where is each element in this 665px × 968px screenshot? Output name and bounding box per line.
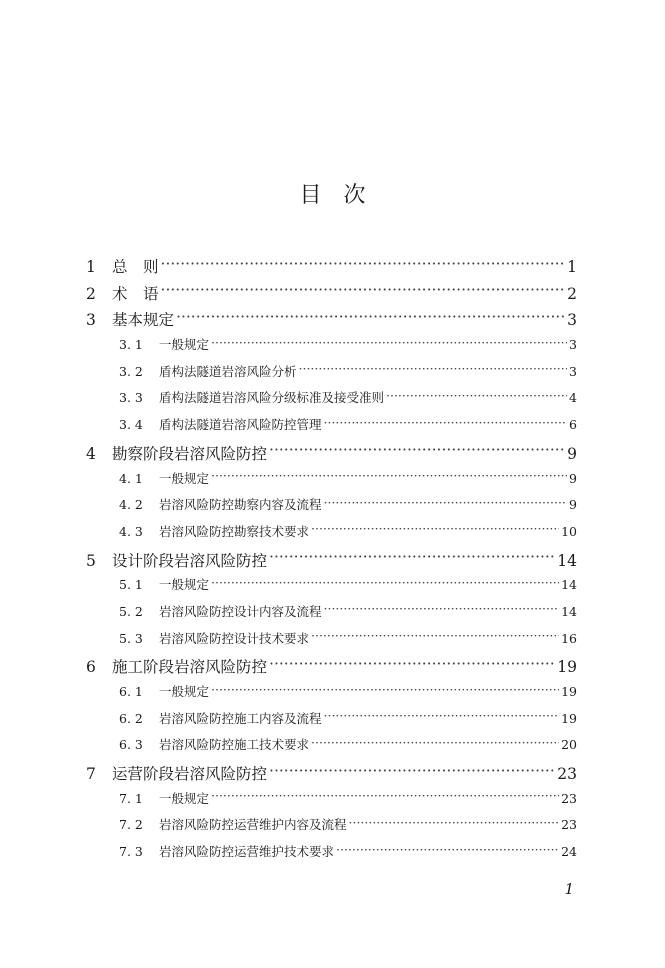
toc-entry-page: 14 — [557, 551, 577, 570]
toc-chapter-entry[interactable] — [86, 655, 577, 682]
toc-dot-leader — [349, 817, 560, 830]
toc-entry-number: 7. 3 — [119, 844, 143, 860]
toc-entry-page: 14 — [561, 577, 577, 593]
title-char-1: 目 — [299, 183, 322, 208]
toc-dot-leader — [386, 390, 567, 403]
toc-section-entry[interactable] — [86, 495, 577, 522]
toc-dot-leader — [324, 417, 568, 430]
toc-dot-leader — [311, 630, 559, 643]
toc-section-entry[interactable] — [86, 709, 577, 736]
toc-entry-number: 5. 2 — [119, 603, 143, 619]
toc-section-entry[interactable] — [86, 388, 577, 415]
title-char-2: 次 — [343, 183, 366, 208]
toc-dot-leader — [324, 603, 560, 616]
toc-entry-page: 9 — [569, 497, 577, 513]
toc-dot-leader — [336, 844, 559, 857]
toc-chapter-entry[interactable] — [86, 442, 577, 469]
footer-page-number: 1 — [564, 880, 574, 898]
toc-dot-leader — [161, 257, 566, 273]
toc-dot-leader — [324, 710, 560, 723]
toc-section-entry[interactable] — [86, 575, 577, 602]
toc-dot-leader — [269, 764, 555, 780]
toc-dot-leader — [269, 550, 555, 566]
toc-entry-number: 7 — [86, 765, 96, 784]
toc-entry-page: 10 — [561, 523, 577, 539]
toc-entry-page: 23 — [561, 817, 577, 833]
toc-entry-title: 盾构法隧道岩溶风险分析 — [159, 363, 297, 379]
toc-entry-title: 一般规定 — [159, 577, 210, 593]
toc-chapter-entry[interactable] — [86, 255, 577, 282]
toc-entry-title: 岩溶风险防控设计技术要求 — [159, 630, 310, 646]
toc-dot-leader — [211, 577, 559, 590]
toc-entry-title: 岩溶风险防控施工技术要求 — [159, 737, 310, 753]
toc-entry-number: 3. 3 — [119, 390, 143, 406]
toc-entry-page: 3 — [569, 337, 577, 353]
toc-dot-leader — [311, 523, 559, 536]
toc-entry-title: 基本规定 — [112, 311, 175, 330]
toc-entry-page: 24 — [561, 844, 577, 860]
toc-entry-title: 岩溶风险防控施工内容及流程 — [159, 710, 322, 726]
table-of-contents — [86, 255, 577, 869]
toc-section-entry[interactable] — [86, 335, 577, 362]
toc-entry-title: 岩溶风险防控勘察技术要求 — [159, 523, 310, 539]
toc-entry-page: 20 — [561, 737, 577, 753]
toc-entry-title: 总 则 — [112, 258, 159, 276]
toc-section-entry[interactable] — [86, 602, 577, 629]
toc-entry-number: 3. 4 — [119, 417, 143, 433]
toc-entry-title: 设计阶段岩溶风险防控 — [112, 551, 268, 570]
toc-dot-leader — [161, 283, 566, 299]
toc-entry-page: 19 — [557, 658, 577, 677]
toc-dot-leader — [211, 337, 567, 350]
toc-entry-title: 一般规定 — [159, 790, 210, 806]
toc-entry-number: 4. 3 — [119, 523, 143, 539]
toc-entry-number: 6. 2 — [119, 710, 143, 726]
toc-section-entry[interactable] — [86, 362, 577, 389]
toc-entry-number: 6. 3 — [119, 737, 143, 753]
toc-entry-number: 3 — [86, 311, 96, 330]
toc-section-entry[interactable] — [86, 415, 577, 442]
toc-dot-leader — [311, 737, 559, 750]
page-title — [0, 178, 665, 209]
toc-entry-title: 盾构法隧道岩溶风险防控管理 — [159, 417, 322, 433]
toc-entry-number: 3. 1 — [119, 337, 143, 353]
toc-section-entry[interactable] — [86, 522, 577, 549]
toc-entry-number: 2 — [86, 284, 96, 303]
toc-chapter-entry[interactable] — [86, 308, 577, 335]
toc-entry-number: 7. 2 — [119, 817, 143, 833]
toc-entry-number: 6 — [86, 658, 96, 677]
toc-entry-title: 岩溶风险防控运营维护技术要求 — [159, 844, 335, 860]
toc-entry-page: 6 — [569, 417, 577, 433]
toc-section-entry[interactable] — [86, 789, 577, 816]
toc-entry-title: 勘察阶段岩溶风险防控 — [112, 444, 268, 463]
toc-entry-page: 9 — [567, 444, 577, 463]
toc-section-entry[interactable] — [86, 842, 577, 869]
toc-entry-number: 7. 1 — [119, 790, 143, 806]
toc-entry-number: 5. 3 — [119, 630, 143, 646]
toc-dot-leader — [269, 443, 565, 459]
toc-entry-page: 3 — [569, 363, 577, 379]
toc-section-entry[interactable] — [86, 469, 577, 496]
toc-entry-page: 16 — [561, 630, 577, 646]
toc-dot-leader — [299, 363, 568, 376]
toc-entry-title: 岩溶风险防控设计内容及流程 — [159, 603, 322, 619]
toc-entry-number: 4. 1 — [119, 470, 143, 486]
toc-entry-page: 4 — [569, 390, 577, 406]
toc-chapter-entry[interactable] — [86, 549, 577, 576]
toc-entry-title: 岩溶风险防控勘察内容及流程 — [159, 497, 322, 513]
toc-dot-leader — [176, 310, 565, 326]
toc-chapter-entry[interactable] — [86, 282, 577, 309]
toc-entry-page: 9 — [569, 470, 577, 486]
toc-entry-number: 4. 2 — [119, 497, 143, 513]
toc-entry-number: 5. 1 — [119, 577, 143, 593]
toc-chapter-entry[interactable] — [86, 762, 577, 789]
toc-entry-page: 14 — [561, 603, 577, 619]
toc-entry-number: 1 — [86, 258, 96, 276]
toc-entry-page: 23 — [561, 790, 577, 806]
toc-entry-number: 6. 1 — [119, 684, 143, 699]
toc-entry-page: 1 — [567, 258, 577, 276]
toc-entry-title: 一般规定 — [159, 684, 210, 699]
toc-entry-page: 19 — [561, 684, 577, 699]
toc-section-entry[interactable] — [86, 815, 577, 842]
toc-entry-number: 4 — [86, 444, 96, 463]
toc-entry-page: 23 — [557, 765, 577, 784]
toc-dot-leader — [211, 790, 559, 803]
toc-entry-number: 3. 2 — [119, 363, 143, 379]
toc-entry-title: 盾构法隧道岩溶风险分级标准及接受准则 — [159, 390, 385, 406]
toc-section-entry[interactable] — [86, 735, 577, 762]
toc-entry-title: 术 语 — [112, 284, 159, 303]
toc-dot-leader — [211, 684, 559, 697]
toc-entry-number: 5 — [86, 551, 96, 570]
toc-entry-title: 岩溶风险防控运营维护内容及流程 — [159, 817, 347, 833]
toc-dot-leader — [211, 470, 567, 483]
toc-entry-page: 3 — [567, 311, 577, 330]
toc-entry-title: 运营阶段岩溶风险防控 — [112, 765, 268, 784]
toc-section-entry[interactable] — [86, 682, 577, 709]
toc-entry-title: 施工阶段岩溶风险防控 — [112, 658, 268, 677]
toc-entry-title: 一般规定 — [159, 337, 210, 353]
toc-section-entry[interactable] — [86, 629, 577, 656]
toc-entry-page: 2 — [567, 284, 577, 303]
toc-dot-leader — [324, 497, 568, 510]
toc-dot-leader — [269, 657, 555, 673]
toc-entry-title: 一般规定 — [159, 470, 210, 486]
toc-entry-page: 19 — [561, 710, 577, 726]
